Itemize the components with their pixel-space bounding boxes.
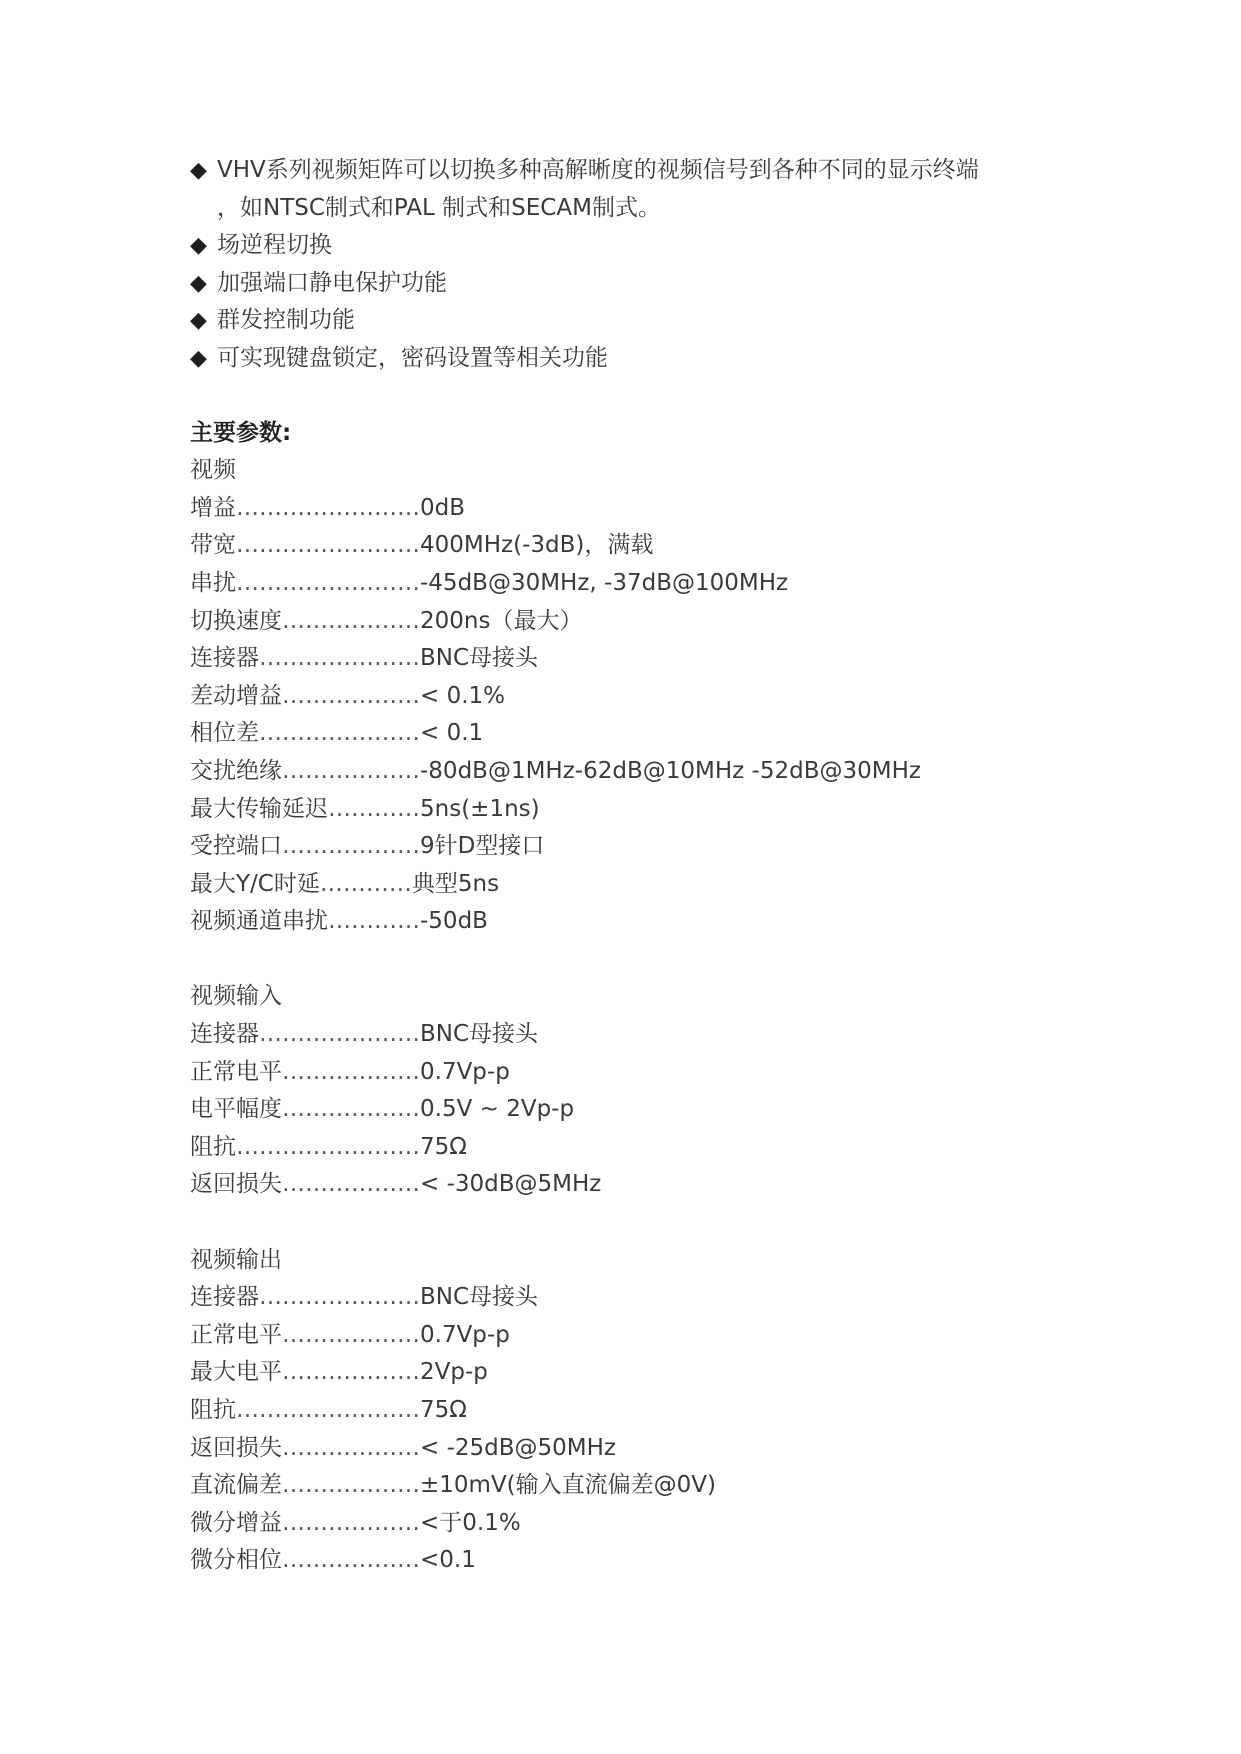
group-title: 视频输入 [190,983,282,1010]
param-group [190,1242,1090,1580]
param-groups [190,452,1090,1580]
leader-dots: ……………… [282,682,420,709]
feature-item [190,265,1090,303]
param-name: 连接器 [190,1284,259,1311]
param-value: 典型5ns [411,870,500,897]
param-row [190,1279,1090,1317]
param-row [190,791,1090,829]
leader-dots: ……………… [282,1509,420,1536]
leader-dots: ……………… [282,757,420,784]
param-value: 0.7Vp-p [420,1321,510,1348]
param-name: 阻抗 [190,1133,236,1160]
param-row [190,1542,1090,1580]
param-row [190,640,1090,678]
param-name: 最大Y/C时延 [190,870,320,897]
param-value: 0dB [420,494,466,521]
leader-dots: ……………… [282,1096,420,1123]
param-value: -80dB@1MHz-62dB@10MHz -52dB@30MHz [420,757,921,784]
param-name: 相位差 [190,720,259,747]
leader-dots: ………………… [259,645,420,672]
leader-dots: ………………… [259,1021,420,1048]
diamond-bullet-icon: ◆ [190,270,207,296]
leader-dots: ……………… [282,1359,420,1386]
param-name: 连接器 [190,645,259,672]
param-name: 电平幅度 [190,1096,282,1123]
feature-item [190,340,1090,378]
leader-dots: ……………… [282,607,420,634]
param-row [190,1430,1090,1468]
param-row [190,678,1090,716]
diamond-bullet-icon: ◆ [190,308,207,334]
param-value: 2Vp-p [420,1359,488,1386]
param-row [190,1354,1090,1392]
leader-dots: ……………… [282,1058,420,1085]
feature-text: 可实现键盘锁定，密码设置等相关功能 [217,344,608,371]
feature-item [190,302,1090,340]
param-name: 差动增益 [190,682,282,709]
feature-list [190,152,1090,378]
param-name: 视频通道串扰 [190,908,328,935]
leader-dots: ………… [328,908,420,935]
leader-dots: ……………… [282,1171,420,1198]
leader-dots: ……………… [282,1547,420,1574]
param-row [190,1317,1090,1355]
param-name: 直流偏差 [190,1472,282,1499]
param-value: <0.1 [420,1547,476,1574]
group-title: 视频 [190,457,236,484]
leader-dots: ………………… [259,720,420,747]
param-row [190,1166,1090,1204]
param-value: < 0.1% [420,682,506,709]
param-group [190,978,1090,1204]
param-value: < -25dB@50MHz [420,1434,617,1461]
leader-dots: ………… [328,795,420,822]
leader-dots: …………………… [236,532,420,559]
param-value: -50dB [420,908,488,935]
feature-text: 场逆程切换 [217,232,332,259]
param-value: -45dB@30MHz, -37dB@100MHz [420,569,789,596]
param-row [190,1129,1090,1167]
param-row [190,1054,1090,1092]
param-value: ±10mV(输入直流偏差@0V) [420,1472,716,1499]
param-row [190,866,1090,904]
leader-dots: …………………… [236,1133,420,1160]
param-name: 微分增益 [190,1509,282,1536]
param-name: 串扰 [190,569,236,596]
feature-text: VHV系列视频矩阵可以切换多种高解晰度的视频信号到各种不同的显示终端 ，如NTSC制式和PAL 制式和SECAM制式。 [217,157,979,221]
param-row [190,565,1090,603]
param-name: 返回损失 [190,1434,282,1461]
param-name: 最大电平 [190,1359,282,1386]
leader-dots: …………………… [236,1397,420,1423]
param-row [190,828,1090,866]
param-value: 75Ω [420,1133,467,1160]
feature-item [190,227,1090,265]
leader-dots: ………… [319,870,412,897]
param-value: 75Ω [420,1397,467,1423]
param-name: 连接器 [190,1021,259,1048]
document-page [190,152,1090,1580]
leader-dots: ……………… [282,833,420,860]
param-name: 交扰绝缘 [190,757,282,784]
param-name: 增益 [190,494,236,521]
param-value: 200ns（最大） [420,607,583,634]
param-value: < -30dB@5MHz [420,1171,602,1198]
param-name: 正常电平 [190,1321,282,1348]
params-heading: 主要参数: [190,419,292,446]
feature-text: 加强端口静电保护功能 [217,269,447,296]
param-row [190,490,1090,528]
leader-dots: ……………… [282,1472,420,1499]
diamond-bullet-icon: ◆ [190,233,207,259]
param-row [190,1091,1090,1129]
param-row [190,603,1090,641]
param-row [190,527,1090,565]
leader-dots: ……………… [282,1321,420,1348]
feature-text: 群发控制功能 [217,307,355,334]
param-row [190,715,1090,753]
leader-dots: ………………… [259,1284,420,1311]
diamond-bullet-icon: ◆ [190,345,207,371]
param-row [190,1467,1090,1505]
param-row [190,1016,1090,1054]
param-value: < 0.1 [420,720,484,747]
param-name: 带宽 [190,532,236,559]
param-name: 最大传输延迟 [190,795,328,822]
param-name: 返回损失 [190,1171,282,1198]
param-name: 微分相位 [190,1547,282,1574]
param-row [190,753,1090,791]
param-value: 9针D型接口 [420,833,545,860]
param-group [190,452,1090,941]
diamond-bullet-icon: ◆ [190,158,207,183]
leader-dots: ……………… [282,1434,420,1461]
param-value: BNC母接头 [420,645,539,672]
param-name: 阻抗 [190,1397,236,1423]
param-value: 0.7Vp-p [420,1058,510,1085]
leader-dots: …………………… [236,569,420,596]
param-row [190,1392,1090,1430]
param-row [190,1505,1090,1543]
feature-item [190,152,1090,227]
param-name: 正常电平 [190,1058,282,1085]
param-value: 5ns(±1ns) [420,795,540,822]
param-name: 切换速度 [190,607,282,634]
param-row [190,903,1090,941]
param-value: BNC母接头 [420,1284,539,1311]
group-title: 视频输出 [190,1246,282,1273]
leader-dots: …………………… [236,494,420,521]
param-value: 0.5V ~ 2Vp-p [420,1096,575,1123]
param-value: BNC母接头 [420,1021,539,1048]
param-name: 受控端口 [190,833,282,860]
param-value: 400MHz(-3dB)，满载 [420,532,654,559]
param-value: <于0.1% [420,1509,521,1536]
